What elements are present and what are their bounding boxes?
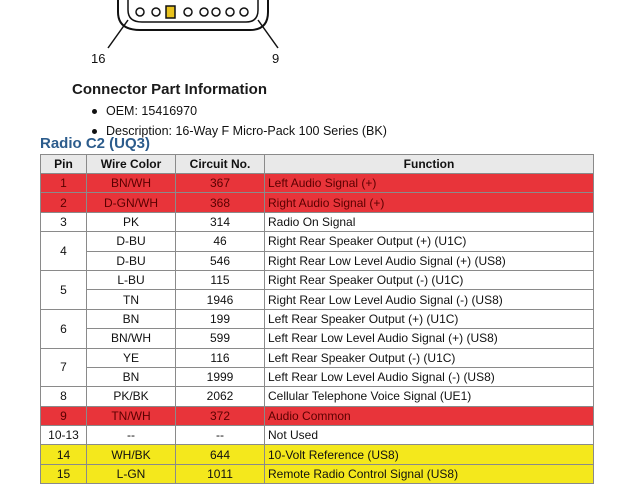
table-row: [41, 426, 594, 445]
cell-circuit-no: 367: [176, 174, 265, 193]
table-row: [41, 290, 594, 309]
cell-circuit-no: --: [176, 426, 265, 445]
header-function: Function: [265, 155, 594, 174]
cell-function: Right Audio Signal (+): [265, 193, 594, 212]
cell-function: Right Rear Speaker Output (+) (U1C): [265, 232, 594, 251]
cell-wire-color: D-BU: [87, 251, 176, 270]
cell-pin: 3: [41, 212, 87, 231]
cell-circuit-no: 644: [176, 445, 265, 464]
header-pin: Pin: [41, 155, 87, 174]
part-info-oem: OEM: 15416970: [90, 101, 387, 121]
cell-pin: 8: [41, 387, 87, 406]
cell-circuit-no: 368: [176, 193, 265, 212]
cell-wire-color: BN/WH: [87, 329, 176, 348]
cell-function: Not Used: [265, 426, 594, 445]
cell-function: Left Rear Speaker Output (-) (U1C): [265, 348, 594, 367]
cell-pin: 1: [41, 174, 87, 193]
cell-circuit-no: 1999: [176, 367, 265, 386]
cell-wire-color: L-GN: [87, 464, 176, 483]
cell-pin: 15: [41, 464, 87, 483]
cell-wire-color: PK/BK: [87, 387, 176, 406]
cell-circuit-no: 546: [176, 251, 265, 270]
table-row: [41, 406, 594, 425]
table-row: [41, 387, 594, 406]
cell-wire-color: BN: [87, 309, 176, 328]
cell-wire-color: BN: [87, 367, 176, 386]
cell-circuit-no: 314: [176, 212, 265, 231]
cell-circuit-no: 199: [176, 309, 265, 328]
table-row: [41, 367, 594, 386]
header-wire-color: Wire Color: [87, 155, 176, 174]
cell-circuit-no: 116: [176, 348, 265, 367]
cell-function: Radio On Signal: [265, 212, 594, 231]
cell-wire-color: PK: [87, 212, 176, 231]
cell-wire-color: D-BU: [87, 232, 176, 251]
table-row: [41, 464, 594, 483]
table-row: [41, 329, 594, 348]
cell-circuit-no: 115: [176, 270, 265, 289]
cell-function: Right Rear Low Level Audio Signal (-) (US8): [265, 290, 594, 309]
pinout-table-body: [41, 174, 594, 484]
cell-pin: 14: [41, 445, 87, 464]
table-row: [41, 193, 594, 212]
cell-circuit-no: 599: [176, 329, 265, 348]
cell-pin: 7: [41, 348, 87, 387]
table-header-row: [41, 155, 594, 174]
cell-wire-color: BN/WH: [87, 174, 176, 193]
cell-function: Right Rear Low Level Audio Signal (+) (US8): [265, 251, 594, 270]
part-info-title: Connector Part Information: [72, 81, 268, 98]
cell-pin: 2: [41, 193, 87, 212]
header-circuit-no: Circuit No.: [176, 155, 265, 174]
table-row: [41, 270, 594, 289]
cell-circuit-no: 1946: [176, 290, 265, 309]
cell-function: Remote Radio Control Signal (US8): [265, 464, 594, 483]
cell-pin: 4: [41, 232, 87, 271]
cell-wire-color: L-BU: [87, 270, 176, 289]
cell-function: Left Rear Speaker Output (+) (U1C): [265, 309, 594, 328]
cell-circuit-no: 46: [176, 232, 265, 251]
table-row: [41, 232, 594, 251]
table-title: Radio C2 (UQ3): [40, 135, 151, 152]
cell-circuit-no: 1011: [176, 464, 265, 483]
cell-wire-color: TN/WH: [87, 406, 176, 425]
part-info-description: Description: 16-Way F Micro-Pack 100 Series (BK): [90, 121, 387, 141]
cell-function: Cellular Telephone Voice Signal (UE1): [265, 387, 594, 406]
table-row: [41, 251, 594, 270]
cell-wire-color: YE: [87, 348, 176, 367]
table-row: [41, 174, 594, 193]
cell-function: Left Audio Signal (+): [265, 174, 594, 193]
cell-wire-color: --: [87, 426, 176, 445]
cell-wire-color: WH/BK: [87, 445, 176, 464]
cell-circuit-no: 2062: [176, 387, 265, 406]
cell-pin: 10-13: [41, 426, 87, 445]
cell-function: Audio Common: [265, 406, 594, 425]
cell-function: Right Rear Speaker Output (-) (U1C): [265, 270, 594, 289]
cell-circuit-no: 372: [176, 406, 265, 425]
cell-function: Left Rear Low Level Audio Signal (+) (US8): [265, 329, 594, 348]
cell-pin: 5: [41, 270, 87, 309]
cell-pin: 6: [41, 309, 87, 348]
pin-9-label: 9: [272, 51, 280, 66]
cell-function: 10-Volt Reference (US8): [265, 445, 594, 464]
cell-wire-color: TN: [87, 290, 176, 309]
cell-pin: 9: [41, 406, 87, 425]
pinout-table: [40, 154, 594, 484]
table-row: [41, 445, 594, 464]
table-row: [41, 212, 594, 231]
table-row: [41, 309, 594, 328]
pin-16-label: 16: [91, 51, 106, 66]
table-row: [41, 348, 594, 367]
cell-wire-color: D-GN/WH: [87, 193, 176, 212]
cell-function: Left Rear Low Level Audio Signal (-) (US8): [265, 367, 594, 386]
